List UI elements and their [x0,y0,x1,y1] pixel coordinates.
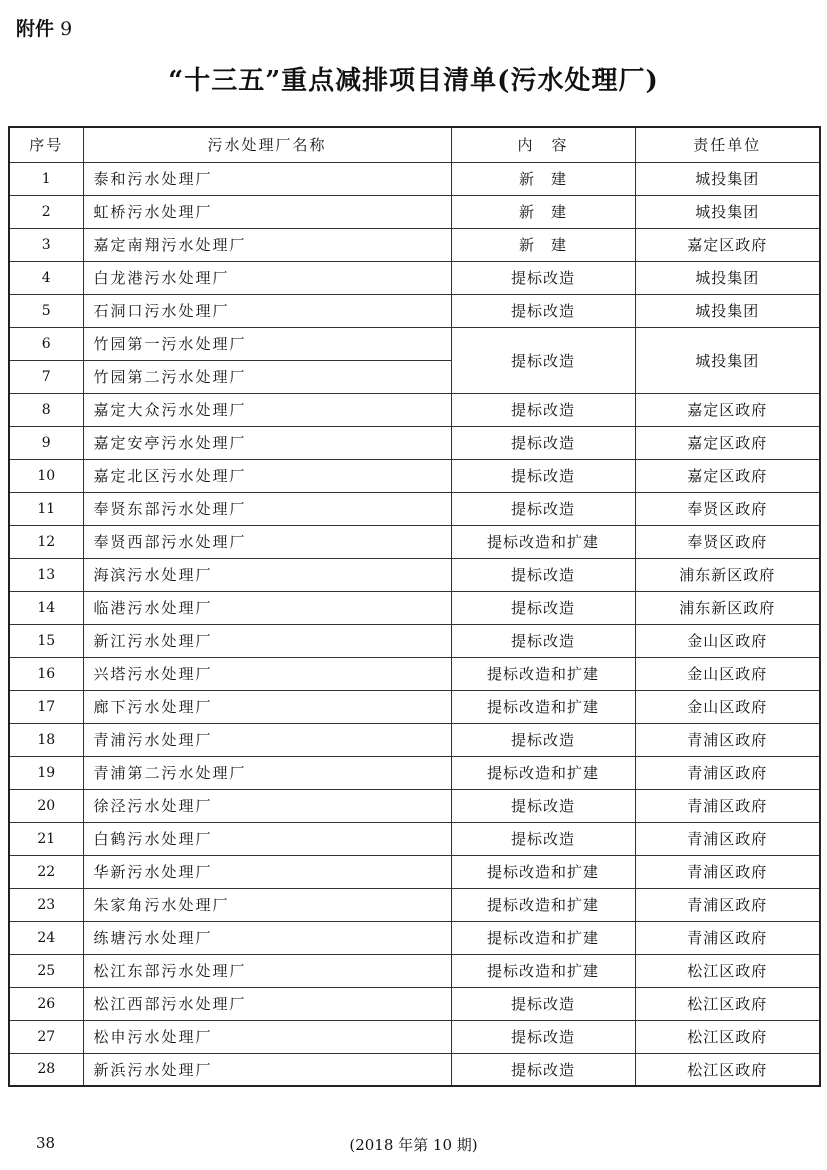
cell-plant-name: 奉贤西部污水处理厂 [83,525,451,558]
cell-serial-number: 14 [9,591,83,624]
table-header-row [9,127,820,162]
cell-content: 提标改造和扩建 [451,954,635,987]
table-row [9,1053,820,1086]
table-row [9,294,820,327]
cell-plant-name: 泰和污水处理厂 [83,162,451,195]
cell-serial-number: 8 [9,393,83,426]
cell-responsible-unit: 城投集团 [635,195,820,228]
cell-content: 提标改造 [451,492,635,525]
table-row [9,162,820,195]
table-row [9,657,820,690]
cell-plant-name: 虹桥污水处理厂 [83,195,451,228]
cell-plant-name: 白鹤污水处理厂 [83,822,451,855]
cell-responsible-unit: 松江区政府 [635,1053,820,1086]
cell-responsible-unit: 金山区政府 [635,624,820,657]
cell-plant-name: 朱家角污水处理厂 [83,888,451,921]
cell-plant-name: 华新污水处理厂 [83,855,451,888]
cell-responsible-unit: 青浦区政府 [635,756,820,789]
header-serial-number: 序号 [9,127,83,162]
table-row [9,327,820,360]
cell-responsible-unit: 松江区政府 [635,954,820,987]
document-title: “十三五”重点减排项目清单(污水处理厂) [168,66,659,96]
cell-content: 提标改造和扩建 [451,756,635,789]
cell-serial-number: 28 [9,1053,83,1086]
cell-content: 提标改造 [451,987,635,1020]
table-row [9,855,820,888]
cell-serial-number: 5 [9,294,83,327]
cell-content: 提标改造和扩建 [451,888,635,921]
cell-plant-name: 海滨污水处理厂 [83,558,451,591]
cell-serial-number: 23 [9,888,83,921]
cell-plant-name: 竹园第一污水处理厂 [83,327,451,360]
page-number: 38 [36,1134,56,1152]
cell-serial-number: 27 [9,1020,83,1053]
cell-content: 提标改造 [451,459,635,492]
cell-content: 提标改造和扩建 [451,657,635,690]
cell-content: 提标改造 [451,822,635,855]
cell-plant-name: 新江污水处理厂 [83,624,451,657]
cell-responsible-unit: 嘉定区政府 [635,426,820,459]
cell-serial-number: 4 [9,261,83,294]
cell-serial-number: 9 [9,426,83,459]
cell-responsible-unit: 青浦区政府 [635,789,820,822]
cell-content: 提标改造和扩建 [451,690,635,723]
table-row [9,426,820,459]
attachment-label: 附件 [16,18,55,40]
cell-content: 提标改造 [451,426,635,459]
cell-serial-number: 19 [9,756,83,789]
cell-serial-number: 12 [9,525,83,558]
cell-responsible-unit: 青浦区政府 [635,921,820,954]
cell-responsible-unit: 嘉定区政府 [635,228,820,261]
cell-plant-name: 嘉定安亭污水处理厂 [83,426,451,459]
cell-plant-name: 兴塔污水处理厂 [83,657,451,690]
cell-content: 新 建 [451,162,635,195]
table-row [9,393,820,426]
cell-plant-name: 新浜污水处理厂 [83,1053,451,1086]
cell-content: 提标改造和扩建 [451,921,635,954]
table-row [9,228,820,261]
cell-serial-number: 6 [9,327,83,360]
table-row [9,1020,820,1053]
cell-content: 提标改造 [451,624,635,657]
table-row [9,954,820,987]
cell-responsible-unit: 青浦区政府 [635,888,820,921]
cell-content: 提标改造 [451,393,635,426]
table-body [9,162,820,1086]
cell-serial-number: 11 [9,492,83,525]
cell-plant-name: 青浦第二污水处理厂 [83,756,451,789]
project-table [8,126,821,1087]
cell-serial-number: 22 [9,855,83,888]
cell-plant-name: 白龙港污水处理厂 [83,261,451,294]
cell-plant-name: 石洞口污水处理厂 [83,294,451,327]
table-row [9,459,820,492]
cell-plant-name: 廊下污水处理厂 [83,690,451,723]
issue-label: (2018 年第 10 期) [349,1136,478,1154]
table-row [9,921,820,954]
header-content: 内 容 [451,127,635,162]
cell-plant-name: 嘉定大众污水处理厂 [83,393,451,426]
header-responsible-unit: 责任单位 [635,127,820,162]
cell-serial-number: 18 [9,723,83,756]
cell-plant-name: 松江东部污水处理厂 [83,954,451,987]
table-row [9,591,820,624]
cell-responsible-unit: 奉贤区政府 [635,525,820,558]
cell-serial-number: 3 [9,228,83,261]
table-row [9,789,820,822]
cell-serial-number: 16 [9,657,83,690]
cell-content: 提标改造 [451,261,635,294]
cell-serial-number: 25 [9,954,83,987]
cell-content: 新 建 [451,195,635,228]
cell-serial-number: 1 [9,162,83,195]
cell-serial-number: 7 [9,360,83,393]
cell-serial-number: 20 [9,789,83,822]
cell-content: 提标改造 [451,723,635,756]
cell-responsible-unit: 嘉定区政府 [635,393,820,426]
cell-content: 提标改造和扩建 [451,855,635,888]
cell-serial-number: 26 [9,987,83,1020]
cell-responsible-unit: 金山区政府 [635,657,820,690]
table-row [9,624,820,657]
cell-content: 新 建 [451,228,635,261]
cell-serial-number: 13 [9,558,83,591]
cell-serial-number: 24 [9,921,83,954]
table-row [9,261,820,294]
cell-plant-name: 练塘污水处理厂 [83,921,451,954]
cell-plant-name: 临港污水处理厂 [83,591,451,624]
table-row [9,195,820,228]
table-row [9,525,820,558]
cell-plant-name: 徐泾污水处理厂 [83,789,451,822]
cell-responsible-unit: 城投集团 [635,327,820,393]
cell-content: 提标改造 [451,1020,635,1053]
cell-plant-name: 松申污水处理厂 [83,1020,451,1053]
cell-responsible-unit: 城投集团 [635,294,820,327]
cell-responsible-unit: 青浦区政府 [635,723,820,756]
cell-content: 提标改造 [451,1053,635,1086]
attachment-label-container [16,14,72,41]
table-row [9,690,820,723]
attachment-number: 9 [60,18,73,40]
table-row [9,723,820,756]
cell-plant-name: 嘉定北区污水处理厂 [83,459,451,492]
cell-serial-number: 15 [9,624,83,657]
cell-plant-name: 嘉定南翔污水处理厂 [83,228,451,261]
cell-responsible-unit: 青浦区政府 [635,855,820,888]
table-row [9,756,820,789]
cell-responsible-unit: 浦东新区政府 [635,558,820,591]
cell-responsible-unit: 城投集团 [635,162,820,195]
cell-responsible-unit: 松江区政府 [635,1020,820,1053]
header-plant-name: 污水处理厂名称 [83,127,451,162]
cell-responsible-unit: 嘉定区政府 [635,459,820,492]
cell-content: 提标改造 [451,591,635,624]
cell-content: 提标改造 [451,327,635,393]
cell-responsible-unit: 金山区政府 [635,690,820,723]
table-row [9,558,820,591]
cell-content: 提标改造 [451,789,635,822]
cell-plant-name: 松江西部污水处理厂 [83,987,451,1020]
cell-serial-number: 21 [9,822,83,855]
cell-plant-name: 奉贤东部污水处理厂 [83,492,451,525]
table-row [9,987,820,1020]
cell-serial-number: 10 [9,459,83,492]
cell-plant-name: 青浦污水处理厂 [83,723,451,756]
cell-serial-number: 2 [9,195,83,228]
cell-content: 提标改造 [451,558,635,591]
table-row [9,492,820,525]
cell-plant-name: 竹园第二污水处理厂 [83,360,451,393]
cell-content: 提标改造和扩建 [451,525,635,558]
cell-serial-number: 17 [9,690,83,723]
cell-responsible-unit: 松江区政府 [635,987,820,1020]
cell-content: 提标改造 [451,294,635,327]
table-row [9,888,820,921]
cell-responsible-unit: 奉贤区政府 [635,492,820,525]
cell-responsible-unit: 青浦区政府 [635,822,820,855]
cell-responsible-unit: 城投集团 [635,261,820,294]
table-row [9,822,820,855]
cell-responsible-unit: 浦东新区政府 [635,591,820,624]
